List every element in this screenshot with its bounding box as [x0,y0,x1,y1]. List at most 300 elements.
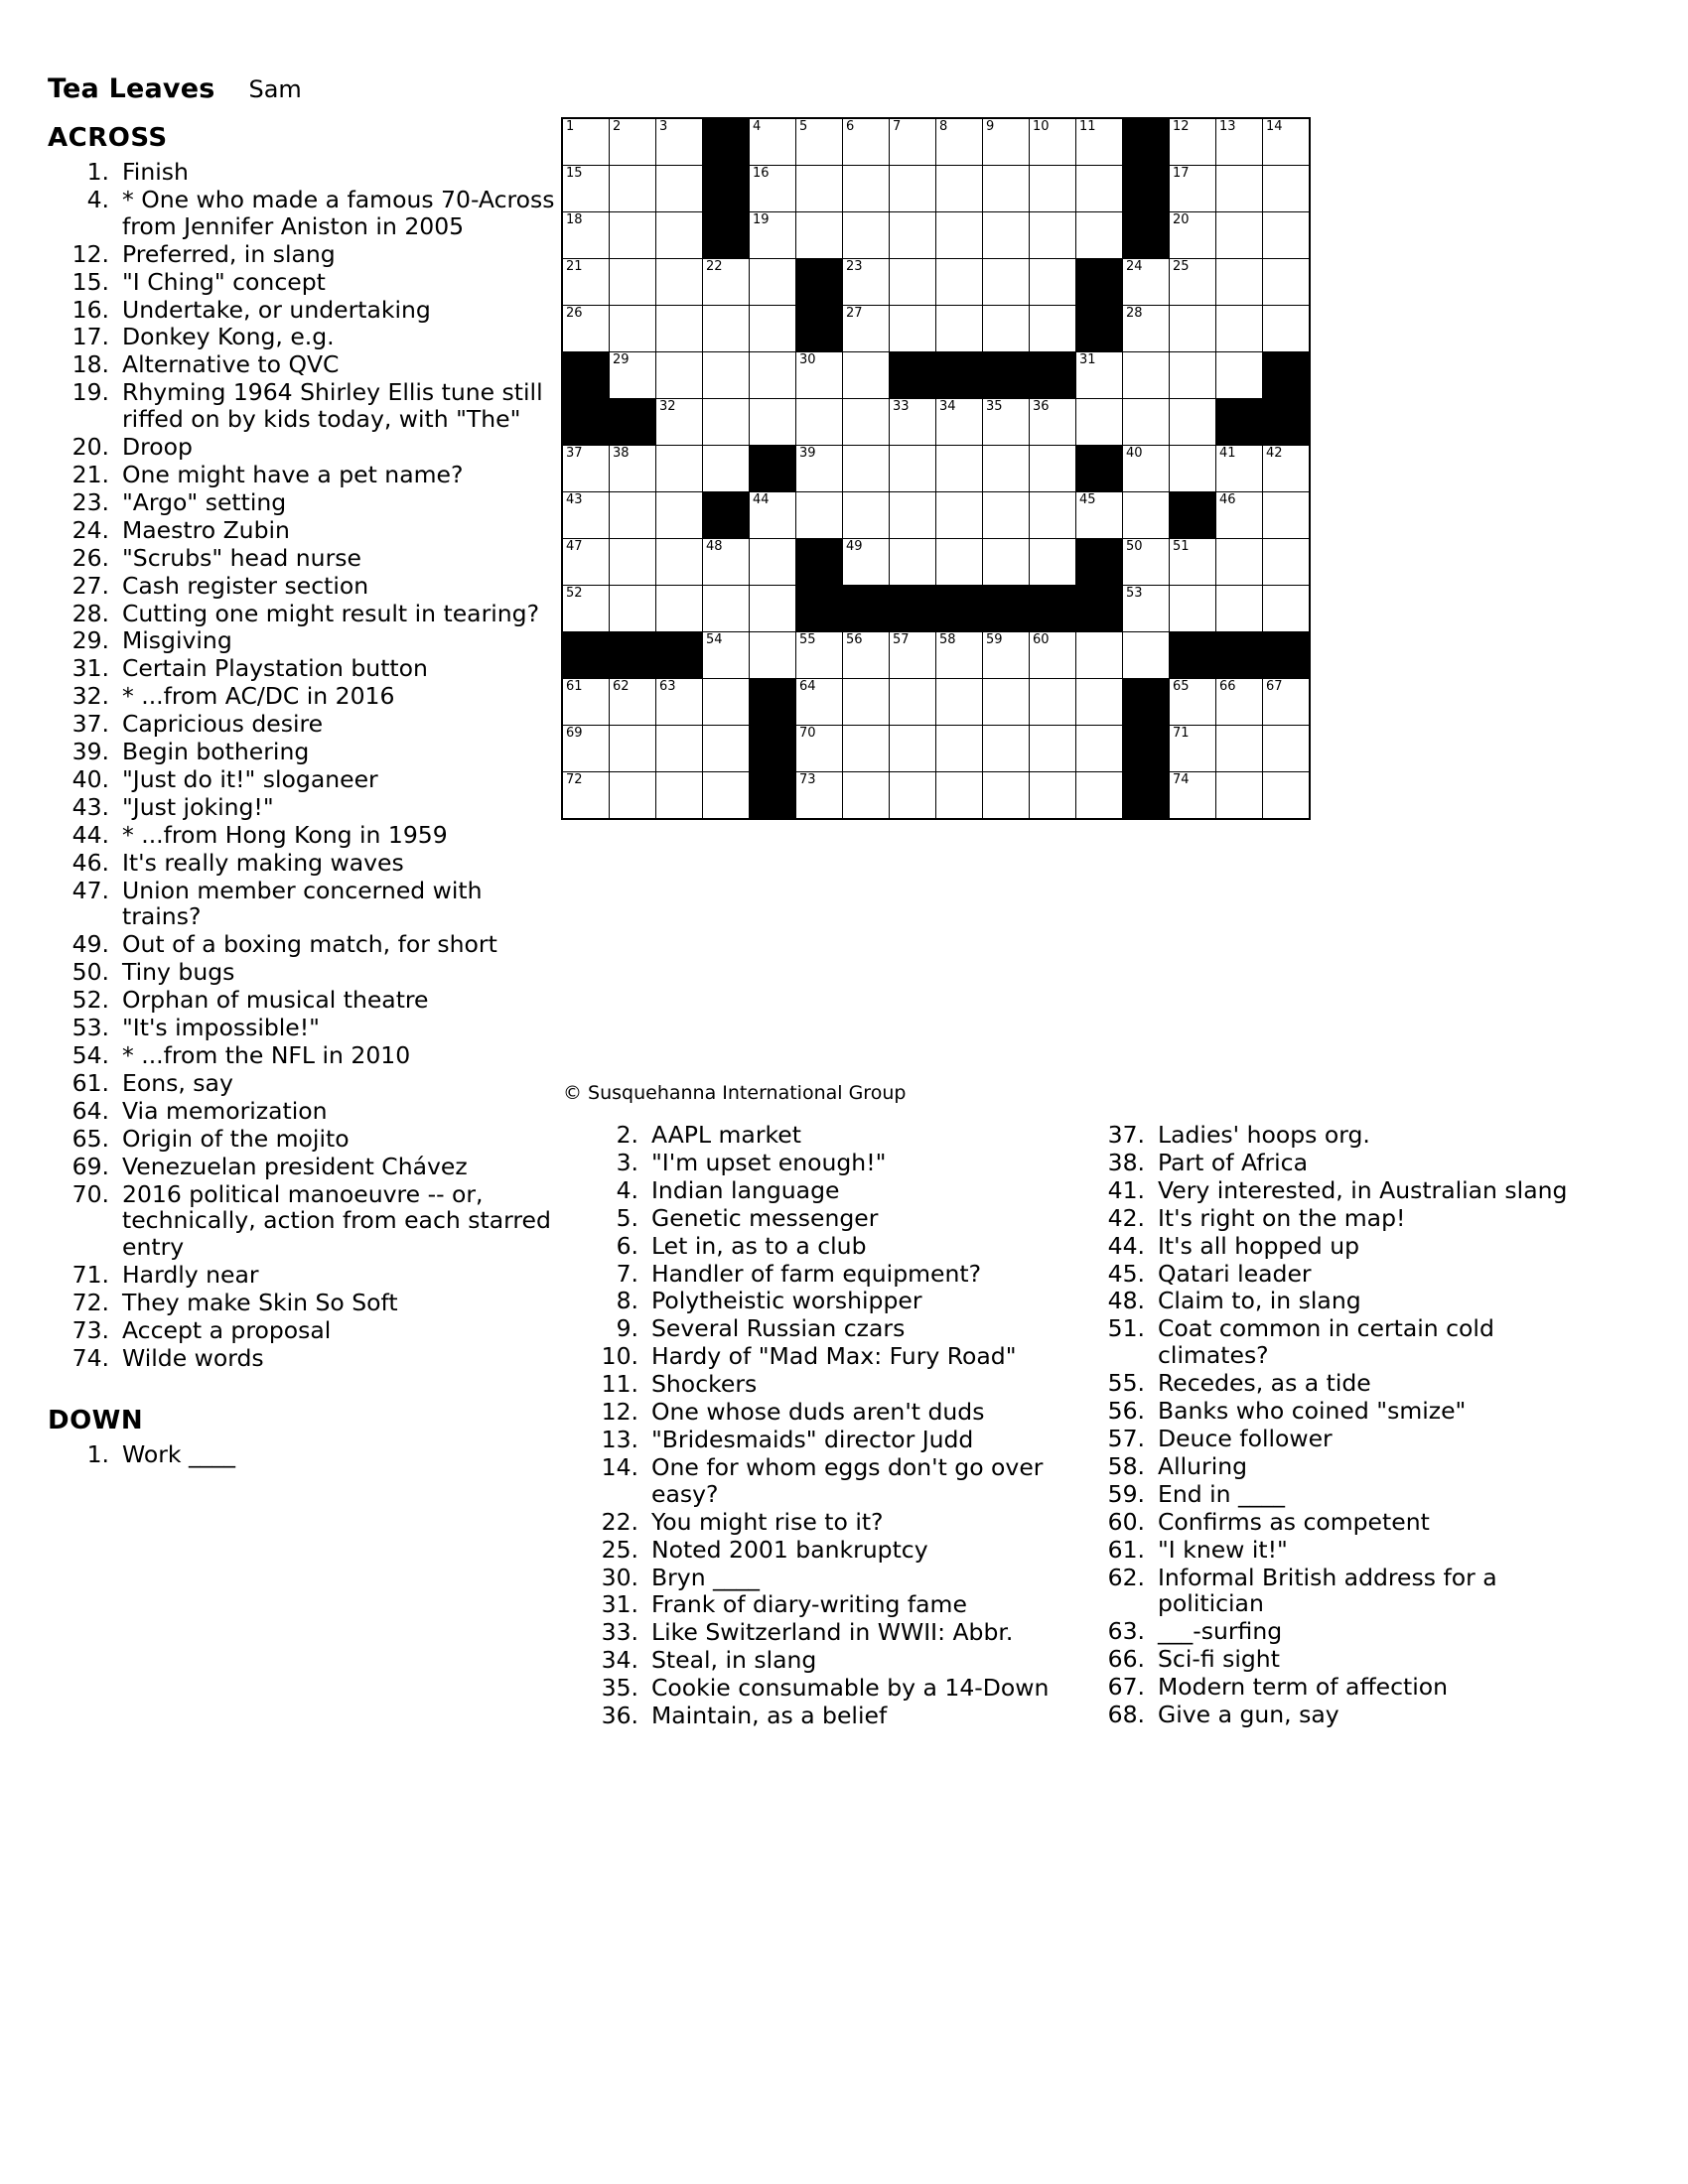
clue-text: Origin of the mojito [122,1124,350,1153]
grid-cell-block [1076,306,1123,352]
grid-cell[interactable] [1216,259,1263,306]
grid-cell[interactable] [656,586,703,632]
clue-item [581,1233,1057,1260]
grid-cell[interactable] [562,259,610,306]
grid-cell[interactable] [1030,118,1076,166]
clue-item [581,1565,1057,1591]
grid-cell[interactable] [796,679,843,726]
grid-cell-block [1123,772,1170,820]
clue-text: "Just do it!" sloganeer [122,764,378,793]
clue-number: 31. [71,654,109,683]
grid-cell[interactable] [843,772,890,820]
clue-number: 74. [71,1343,109,1372]
grid-cell-block [750,772,796,820]
grid-cell[interactable] [1170,306,1216,352]
grid-cell[interactable] [843,539,890,586]
grid-cell[interactable] [843,212,890,259]
grid-cell-number: 50 [1126,539,1143,554]
grid-cell[interactable] [1030,306,1076,352]
grid-cell[interactable] [983,539,1030,586]
grid-cell[interactable] [796,446,843,492]
grid-cell[interactable] [1263,726,1311,772]
grid-cell[interactable] [843,306,890,352]
clue-text: Orphan of musical theatre [122,986,429,1015]
clue-number: 17. [71,323,109,351]
clue-text: Indian language [651,1175,840,1204]
clue-text: * ...from the NFL in 2010 [122,1041,411,1069]
grid-row [562,586,1310,632]
grid-cell[interactable] [843,399,890,446]
grid-cell-number: 57 [893,632,910,647]
grid-cell-number: 62 [613,679,630,694]
grid-cell[interactable] [750,352,796,399]
clue-item [48,822,564,849]
grid-cell[interactable] [1170,586,1216,632]
clue-item [48,269,564,296]
grid-cell[interactable] [656,259,703,306]
grid-cell[interactable] [796,772,843,820]
clue-item [48,1181,564,1262]
grid-cell[interactable] [983,492,1030,539]
grid-cell[interactable] [703,306,750,352]
grid-cell[interactable] [750,539,796,586]
grid-cell[interactable] [1216,539,1263,586]
grid-cell[interactable] [983,679,1030,726]
grid-cell[interactable] [656,306,703,352]
clue-item [1087,1233,1584,1260]
grid-cell[interactable] [890,118,936,166]
grid-cell[interactable] [936,306,983,352]
clue-text: Cutting one might result in tearing? [122,599,540,627]
grid-cell[interactable] [1123,306,1170,352]
grid-cell[interactable] [843,166,890,212]
grid-cell[interactable] [750,306,796,352]
clue-text: Ladies' hoops org. [1158,1121,1370,1149]
grid-cell[interactable] [656,118,703,166]
clue-item [48,1441,564,1468]
grid-cell[interactable] [843,726,890,772]
crossword-grid[interactable] [561,117,1311,820]
grid-cell[interactable] [890,539,936,586]
grid-cell-block [562,399,610,446]
grid-cell[interactable] [750,632,796,679]
grid-cell[interactable] [1263,586,1311,632]
clue-number: 61. [71,1068,109,1097]
grid-cell[interactable] [1170,399,1216,446]
grid-cell[interactable] [703,772,750,820]
clue-text: Confirms as competent [1158,1507,1430,1536]
grid-cell[interactable] [936,399,983,446]
grid-cell[interactable] [1076,726,1123,772]
grid-cell[interactable] [656,352,703,399]
grid-cell[interactable] [796,166,843,212]
clue-number: 64. [71,1096,109,1125]
clue-number: 41. [1107,1175,1145,1204]
clue-item [581,1675,1057,1702]
grid-cell-number: 10 [1033,119,1050,134]
grid-cell-number: 3 [659,119,668,134]
grid-cell[interactable] [796,726,843,772]
grid-cell[interactable] [610,679,656,726]
grid-cell-block [1263,399,1311,446]
grid-cell[interactable] [890,166,936,212]
grid-cell[interactable] [983,259,1030,306]
grid-cell[interactable] [656,446,703,492]
grid-cell[interactable] [983,772,1030,820]
grid-cell[interactable] [562,166,610,212]
grid-cell[interactable] [562,306,610,352]
grid-cell[interactable] [1030,679,1076,726]
clue-number: 9. [616,1314,638,1343]
grid-cell[interactable] [890,259,936,306]
grid-cell-number: 43 [566,492,583,507]
grid-cell[interactable] [1076,118,1123,166]
grid-cell[interactable] [1170,166,1216,212]
grid-cell[interactable] [656,166,703,212]
clue-item [1087,1674,1584,1701]
clue-text: Genetic messenger [651,1203,879,1232]
grid-cell[interactable] [562,679,610,726]
grid-cell[interactable] [610,166,656,212]
grid-cell[interactable] [936,259,983,306]
grid-cell[interactable] [890,306,936,352]
clue-number: 44. [1107,1231,1145,1260]
grid-cell[interactable] [1263,212,1311,259]
grid-cell[interactable] [1030,772,1076,820]
grid-cell[interactable] [1216,586,1263,632]
grid-cell[interactable] [983,166,1030,212]
grid-cell[interactable] [703,446,750,492]
grid-cell[interactable] [1076,212,1123,259]
grid-cell[interactable] [1123,259,1170,306]
grid-cell[interactable] [1030,632,1076,679]
grid-cell[interactable] [1216,166,1263,212]
grid-cell[interactable] [1030,492,1076,539]
clue-number: 72. [71,1289,109,1317]
grid-cell[interactable] [1030,539,1076,586]
clue-item [48,434,564,461]
grid-cell[interactable] [936,446,983,492]
grid-cell[interactable] [1263,679,1311,726]
grid-cell[interactable] [1216,772,1263,820]
grid-cell[interactable] [1030,166,1076,212]
clue-item [48,739,564,765]
clue-item [581,1509,1057,1536]
grid-cell[interactable] [936,772,983,820]
grid-cell[interactable] [562,212,610,259]
grid-cell[interactable] [750,399,796,446]
clue-text: Polytheistic worshipper [651,1287,922,1315]
clue-number: 6. [616,1231,638,1260]
grid-cell[interactable] [1123,632,1170,679]
grid-cell[interactable] [796,632,843,679]
clue-number: 58. [1107,1451,1145,1480]
clue-number: 37. [71,710,109,739]
clue-number: 50. [71,958,109,987]
clue-item [581,1150,1057,1176]
grid-cell[interactable] [1216,446,1263,492]
grid-cell[interactable] [610,726,656,772]
grid-cell[interactable] [562,726,610,772]
grid-cell[interactable] [750,212,796,259]
grid-cell[interactable] [562,586,610,632]
grid-cell-number: 42 [1266,446,1283,461]
grid-cell[interactable] [843,632,890,679]
grid-cell[interactable] [1170,352,1216,399]
grid-cell[interactable] [1123,492,1170,539]
grid-cell-block [1076,446,1123,492]
grid-cell[interactable] [1170,118,1216,166]
grid-cell[interactable] [1170,446,1216,492]
clue-number: 68. [1107,1701,1145,1729]
grid-cell[interactable] [1076,492,1123,539]
grid-cell[interactable] [562,492,610,539]
grid-row [562,166,1310,212]
grid-cell[interactable] [1263,772,1311,820]
clue-item [581,1205,1057,1232]
grid-cell-block [1076,586,1123,632]
grid-cell[interactable] [843,259,890,306]
grid-cell[interactable] [1216,212,1263,259]
grid-cell[interactable] [1076,632,1123,679]
grid-cell-number: 46 [1219,492,1236,507]
clue-number: 53. [71,1014,109,1042]
grid-cell[interactable] [796,399,843,446]
grid-cell[interactable] [890,772,936,820]
grid-cell[interactable] [1263,118,1311,166]
grid-cell[interactable] [1170,679,1216,726]
grid-cell[interactable] [843,446,890,492]
grid-cell[interactable] [1076,679,1123,726]
grid-cell[interactable] [1170,726,1216,772]
clue-text: One whose duds aren't duds [651,1398,985,1427]
grid-cell[interactable] [1030,212,1076,259]
grid-cell[interactable] [656,399,703,446]
clue-text: Frank of diary-writing fame [651,1590,967,1619]
grid-cell-block [796,259,843,306]
grid-cell[interactable] [703,726,750,772]
grid-cell[interactable] [890,632,936,679]
grid-cell[interactable] [843,492,890,539]
clue-number: 71. [71,1261,109,1290]
grid-cell[interactable] [610,492,656,539]
grid-cell[interactable] [656,492,703,539]
grid-cell[interactable] [1030,446,1076,492]
clue-number: 52. [71,986,109,1015]
clue-number: 2. [616,1121,638,1149]
grid-cell[interactable] [1263,166,1311,212]
grid-cell[interactable] [750,259,796,306]
clue-item [1087,1261,1584,1288]
grid-cell[interactable] [562,118,610,166]
clue-text: Donkey Kong, e.g. [122,323,335,351]
grid-cell[interactable] [703,259,750,306]
grid-cell[interactable] [936,679,983,726]
grid-cell[interactable] [796,492,843,539]
grid-cell-number: 59 [986,632,1003,647]
grid-cell[interactable] [1263,259,1311,306]
grid-cell[interactable] [610,586,656,632]
grid-cell[interactable] [796,118,843,166]
grid-cell[interactable] [610,306,656,352]
grid-cell[interactable] [1216,726,1263,772]
grid-cell[interactable] [1170,539,1216,586]
grid-cell-block [1076,259,1123,306]
grid-cell[interactable] [562,772,610,820]
grid-cell[interactable] [983,118,1030,166]
grid-cell[interactable] [656,212,703,259]
grid-cell[interactable] [1216,352,1263,399]
grid-cell[interactable] [983,212,1030,259]
clue-text: Misgiving [122,626,232,655]
grid-cell[interactable] [1170,772,1216,820]
grid-cell-number: 71 [1173,726,1190,741]
grid-cell[interactable] [936,118,983,166]
grid-row [562,399,1310,446]
grid-row [562,539,1310,586]
grid-cell[interactable] [1263,539,1311,586]
grid-cell[interactable] [610,772,656,820]
grid-cell[interactable] [1216,118,1263,166]
grid-cell[interactable] [1170,212,1216,259]
grid-cell[interactable] [936,726,983,772]
clue-number: 1. [86,1439,109,1468]
grid-cell[interactable] [983,446,1030,492]
grid-cell-number: 32 [659,399,676,414]
clue-text: You might rise to it? [651,1507,884,1536]
grid-cell[interactable] [796,352,843,399]
grid-cell[interactable] [890,679,936,726]
clue-item [48,1345,564,1372]
clue-number: 5. [616,1203,638,1232]
grid-cell-block [562,352,610,399]
clue-item [1087,1177,1584,1204]
clue-item [48,545,564,572]
grid-cell[interactable] [1030,259,1076,306]
clue-number: 55. [1107,1369,1145,1398]
grid-cell-block [983,586,1030,632]
grid-cell[interactable] [656,772,703,820]
grid-cell[interactable] [610,446,656,492]
clue-item [48,1126,564,1153]
grid-cell-number: 73 [799,772,816,787]
grid-cell[interactable] [983,726,1030,772]
grid-cell[interactable] [843,352,890,399]
clue-text: "Scrubs" head nurse [122,543,361,572]
grid-cell[interactable] [1263,306,1311,352]
grid-cell-block [1123,166,1170,212]
grid-cell[interactable] [983,306,1030,352]
grid-cell[interactable] [750,492,796,539]
grid-cell[interactable] [936,539,983,586]
grid-cell[interactable] [843,679,890,726]
grid-cell-number: 5 [799,119,808,134]
grid-cell[interactable] [562,446,610,492]
grid-cell-number: 74 [1173,772,1190,787]
clue-item [581,1288,1057,1314]
grid-cell[interactable] [983,632,1030,679]
clue-text: Union member concerned with trains? [122,876,483,931]
grid-cell-block [703,492,750,539]
grid-cell[interactable] [936,632,983,679]
grid-cell[interactable] [610,259,656,306]
puzzle-author: Sam [248,75,302,103]
grid-cell[interactable] [703,586,750,632]
grid-cell[interactable] [1123,352,1170,399]
grid-cell-number: 14 [1266,119,1283,134]
grid-cell[interactable] [1263,492,1311,539]
grid-cell[interactable] [890,446,936,492]
grid-cell[interactable] [890,399,936,446]
grid-cell[interactable] [890,212,936,259]
grid-cell[interactable] [843,118,890,166]
grid-cell-number: 53 [1126,586,1143,601]
grid-cell[interactable] [610,539,656,586]
grid-cell[interactable] [703,539,750,586]
grid-cell[interactable] [1076,352,1123,399]
clue-number: 16. [71,295,109,324]
grid-cell-number: 31 [1079,352,1096,367]
grid-cell[interactable] [1123,399,1170,446]
grid-cell[interactable] [703,399,750,446]
grid-cell[interactable] [750,118,796,166]
grid-cell[interactable] [610,118,656,166]
grid-cell[interactable] [1076,399,1123,446]
grid-cell[interactable] [750,586,796,632]
grid-cell[interactable] [1076,772,1123,820]
grid-cell[interactable] [936,212,983,259]
grid-cell[interactable] [890,492,936,539]
grid-table[interactable] [561,117,1311,820]
grid-cell[interactable] [1030,399,1076,446]
grid-cell[interactable] [1170,259,1216,306]
grid-cell[interactable] [562,539,610,586]
clue-text: Hardly near [122,1261,259,1290]
grid-cell[interactable] [1263,446,1311,492]
grid-cell[interactable] [936,166,983,212]
grid-cell[interactable] [656,679,703,726]
grid-cell[interactable] [656,539,703,586]
grid-cell[interactable] [936,492,983,539]
grid-cell[interactable] [656,726,703,772]
grid-cell[interactable] [1123,539,1170,586]
grid-cell[interactable] [610,212,656,259]
grid-cell[interactable] [1076,166,1123,212]
grid-cell[interactable] [1216,306,1263,352]
grid-cell[interactable] [890,726,936,772]
grid-cell[interactable] [703,632,750,679]
clue-text: Hardy of "Mad Max: Fury Road" [651,1342,1017,1371]
grid-cell[interactable] [1216,679,1263,726]
grid-cell[interactable] [1123,586,1170,632]
grid-cell[interactable] [1030,726,1076,772]
grid-cell[interactable] [750,166,796,212]
grid-cell[interactable] [703,679,750,726]
clue-number: 12. [71,239,109,268]
grid-row [562,772,1310,820]
grid-cell[interactable] [1216,492,1263,539]
clue-item [1087,1426,1584,1452]
clue-number: 23. [71,487,109,516]
clue-text: Alternative to QVC [122,350,340,379]
grid-cell[interactable] [983,399,1030,446]
grid-cell[interactable] [703,352,750,399]
grid-cell[interactable] [610,352,656,399]
down-clue-column-3 [1087,1122,1584,1729]
clue-number: 48. [1107,1287,1145,1315]
grid-cell[interactable] [1123,446,1170,492]
grid-cell[interactable] [796,212,843,259]
